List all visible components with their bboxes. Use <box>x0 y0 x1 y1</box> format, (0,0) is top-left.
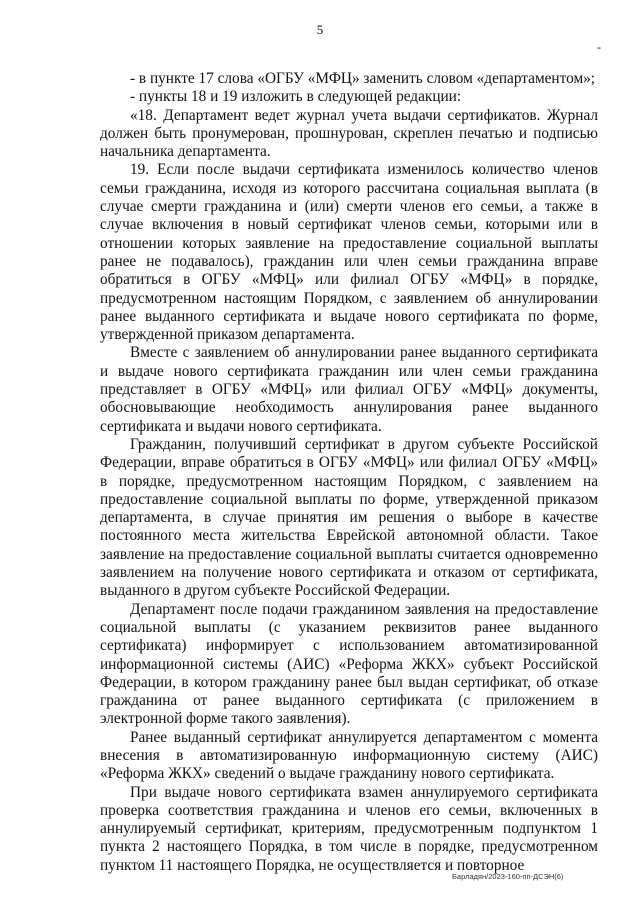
paragraph-other-region-certificate: Гражданин, получивший сертификат в другом субъекте Российской Федерации, вправе обратиться в ОГБУ «МФЦ» или филиал ОГБУ «МФЦ» в порядке, предусмотренном настоящим Порядком, с заявлением на предоставление социальной выплаты по форме, утвержденной приказом департамента, в случае принятия им решения о выборе в качестве постоянного места жительства Еврейской автономной области. Такое заявление на предоставление социальной выплаты считается одновременно заявлением на получение нового сертификата и отказом от сертификата, выданного в другом субъекте Российской Федерации. <box>100 435 598 600</box>
paragraph-annulment-documents: Вместе с заявлением об аннулировании ранее выданного сертификата и выдаче нового сертификата гражданин или член семьи гражданина представляет в ОГБУ «МФЦ» или филиал ОГБУ «МФЦ» документы, обосновывающие необходимость аннулирования ранее выданного сертификата и выдачи нового сертификата. <box>100 344 598 435</box>
paragraph-item-17-amendment: - в пункте 17 слова «ОГБУ «МФЦ» заменить словом «департаментом»; <box>130 70 596 87</box>
corner-mark: - <box>597 40 601 54</box>
paragraph-item-19: 19. Если после выдачи сертификата изменилось количество членов семьи гражданина, исходя из которого рассчитана социальная выплата (в случае смерти гражданина и (или) смерти членов его семьи, а также в случае включения в новый сертификат членов семьи, которыми или в отношении которых заявление на предоставление социальной выплаты ранее не подавалось), гражданин или член семьи гражданина вправе обратиться в ОГБУ «МФЦ» или филиал ОГБУ «МФЦ» в порядке, предусмотренном настоящим Порядком, с заявлением об аннулировании ранее выданного сертификата и выдаче нового сертификата по форме, утвержденной приказом департамента. <box>100 161 598 344</box>
paragraph-department-informs: Департамент после подачи гражданином заявления на предоставление социальной выплаты (с указанием реквизитов ранее выданного сертификата) информирует с использованием автоматизированной информационной системы (АИС) «Реформа ЖКХ» субъект Российской Федерации, в котором гражданину ранее был выдан сертификат, об отказе гражданина от ранее выданного сертификата (с приложением в электронной форме такого заявления). <box>100 600 598 728</box>
footer-document-code: Барладян/2023-160-пп-ДСЭН(6) <box>452 872 564 881</box>
document-body <box>100 70 598 875</box>
page-number: 5 <box>316 22 324 37</box>
paragraph-new-certificate-check: При выдаче нового сертификата взамен аннулируемого сертификата проверка соответствия гражданина и членов его семьи, включенных в аннулируемый сертификат, критериям, предусмотренным подпунктом 1 пункта 2 настоящего Порядка, в том числе в порядке, предусмотренном пунктом 11 настоящего Порядка, не осуществляется и повторное <box>100 783 598 874</box>
paragraph-annulment-moment: Ранее выданный сертификат аннулируется департаментом с момента внесения в автоматизированную информационную систему (АИС) «Реформа ЖКХ» сведений о выдаче гражданину нового сертификата. <box>100 728 598 783</box>
paragraph-items-18-19-intro: - пункты 18 и 19 изложить в следующей редакции: <box>130 88 462 106</box>
paragraph-item-18: «18. Департамент ведет журнал учета выдачи сертификатов. Журнал должен быть пронумерован, прошнурован, скреплен печатью и подписью начальника департамента. <box>100 106 598 161</box>
